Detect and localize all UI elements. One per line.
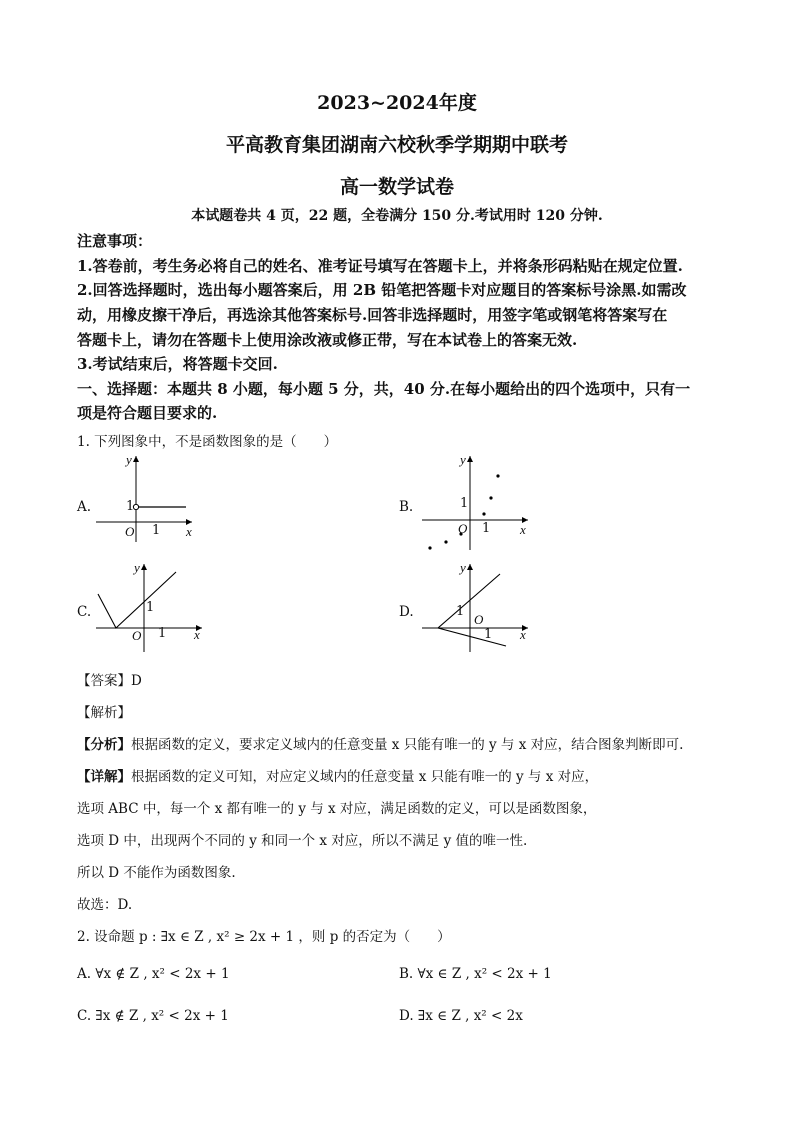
- exam-year: 2023~2024年度: [317, 92, 477, 114]
- graph-b: y 1 O 1 x: [418, 450, 533, 555]
- graph-c: y 1 O 1 x: [92, 560, 207, 655]
- exam-organization: 平高教育集团湖南六校秋季学期期中联考: [225, 134, 568, 156]
- question-1-stem: 1. 下列图象中，不是函数图象的是（ ）: [77, 434, 338, 450]
- analysis-xiangjie: 【详解】根据函数的定义可知，对应定义域内的任意变量 x 只能有唯一的 y 与 x 对应，: [77, 769, 599, 785]
- note-3: 3.考试结束后，将答题卡交回.: [77, 355, 278, 373]
- question-2-option-a: A. ∀x ∉ Z , x² < 2x + 1: [77, 966, 230, 982]
- analysis-label: 【解析】: [77, 705, 131, 721]
- notes-heading: 注意事项：: [77, 232, 153, 250]
- analysis-fenxi: 【分析】根据函数的定义，要求定义域内的任意变量 x 只能有唯一的 y 与 x 对应，结合图象判断即可.: [77, 737, 684, 753]
- option-b-label: B.: [399, 499, 414, 515]
- analysis-line-3: 选项 ABC 中，每一个 x 都有唯一的 y 与 x 对应，满足函数的定义，可以是函数图象，: [77, 801, 597, 817]
- analysis-line-6: 故选：D.: [77, 897, 133, 913]
- option-d-label: D.: [399, 604, 414, 620]
- question-2-stem: 2. 设命题 p : ∃x ∈ Z , x² ≥ 2x + 1 ，则 p 的否定为（ ）: [77, 929, 451, 945]
- question-2-option-b: B. ∀x ∈ Z , x² < 2x + 1: [399, 966, 552, 982]
- note-1: 1.答卷前，考生务必将自己的姓名、准考证号填写在答题卡上，并将条形码粘贴在规定位置.: [77, 257, 683, 275]
- note-2-line-1: 2.回答选择题时，选出每小题答案后，用 2B 铅笔把答题卡对应题目的答案标号涂黑.如需改: [77, 281, 687, 299]
- option-c-label: C.: [77, 604, 92, 620]
- section-heading-line-1: 一、选择题：本题共 8 小题，每小题 5 分，共，40 分.在每小题给出的四个选项中，只有一: [77, 380, 691, 398]
- section-heading-line-2: 项是符合题目要求的.: [77, 404, 218, 422]
- graph-d: y 1 O 1 x: [418, 560, 533, 655]
- exam-info: 本试题卷共 4 页，22 题，全卷满分 150 分.考试用时 120 分钟.: [191, 208, 603, 224]
- analysis-line-4: 选项 D 中，出现两个不同的 y 和同一个 x 对应，所以不满足 y 值的唯一性.: [77, 833, 528, 849]
- note-2-line-2: 动，用橡皮擦干净后，再选涂其他答案标号.回答非选择题时，用签字笔或钢笔将答案写在: [77, 306, 668, 324]
- note-2-line-3: 答题卡上，请勿在答题卡上使用涂改液或修正带，写在本试卷上的答案无效.: [77, 331, 578, 349]
- page-title: 高一数学试卷: [339, 176, 454, 198]
- option-a-label: A.: [77, 499, 92, 515]
- answer: 【答案】D: [77, 673, 142, 689]
- graph-a: y 1 O 1 x: [125, 452, 192, 539]
- question-2-option-d: D. ∃x ∈ Z , x² < 2x: [399, 1008, 523, 1024]
- question-2-option-c: C. ∃x ∉ Z , x² < 2x + 1: [77, 1008, 229, 1024]
- analysis-line-5: 所以 D 不能作为函数图象.: [77, 865, 236, 881]
